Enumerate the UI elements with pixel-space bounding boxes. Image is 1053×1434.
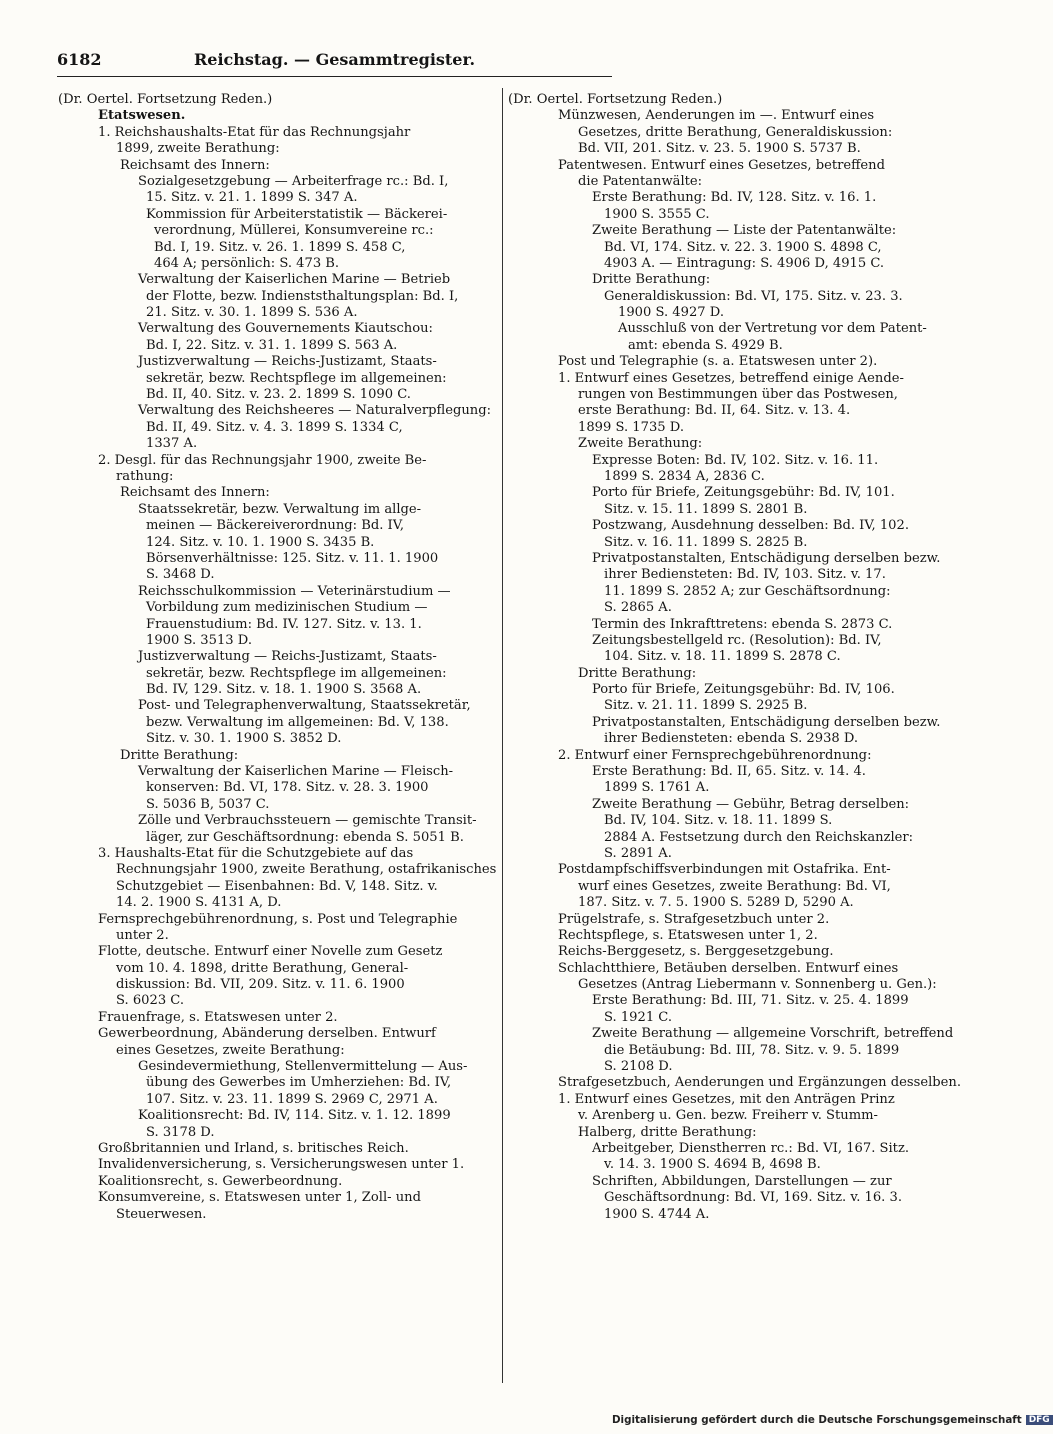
index-line: Schriften, Abbildungen, Darstellungen — zur [592,1173,892,1189]
index-line: Bd. II, 40. Sitz. v. 23. 2. 1899 S. 1090 C. [146,387,411,403]
index-line: Arbeitgeber, Dienstherren rc.: Bd. VI, 167. Sitz. [592,1141,909,1156]
index-line: Großbritannien und Irland, s. britisches Reich. [98,1141,409,1156]
index-line: Halberg, dritte Berathung: [578,1124,757,1140]
index-line: 3. Haushalts-Etat für die Schutzgebiete auf das [98,845,414,861]
index-line: Dritte Berathung: [578,665,697,681]
index-line: Reichs-Berggesetz, s. Berggesetzgebung. [558,944,834,960]
footer-credit [612,1414,1050,1428]
page-number: 6182 [57,50,102,69]
index-line: Etatswesen. [98,108,186,124]
index-line: Post und Telegraphie (s. a. Etatswesen unter 2). [558,354,878,370]
index-line: 1900 S. 3513 D. [146,632,252,648]
index-line: amt: ebenda S. 4929 B. [628,337,783,353]
index-line: 2884 A. Festsetzung durch den Reichskanzler: [604,829,914,845]
index-line: 2. Entwurf einer Fernsprechgebührenordnung: [558,747,872,763]
index-line: 2. Desgl. für das Rechnungsjahr 1900, zweite Be- [98,452,427,468]
index-line: erste Berathung: Bd. II, 64. Sitz. v. 13. 4. [578,403,851,419]
index-line: 1. Entwurf eines Gesetzes, mit den Anträgen Prinz [558,1091,895,1107]
index-line: Verwaltung der Kaiserlichen Marine — Fleisch- [138,764,454,780]
index-line: 187. Sitz. v. 7. 5. 1900 S. 5289 D, 5290 A. [578,895,854,911]
index-line: S. 2108 D. [604,1059,673,1075]
index-line: Rechnungsjahr 1900, zweite Berathung, ostafrikanisches [116,862,497,878]
index-line: Vorbildung zum medizinischen Studium — [146,600,428,616]
index-line: (Dr. Oertel. Fortsetzung Reden.) [58,92,273,107]
index-line: Zölle und Verbrauchssteuern — gemischte Transit- [138,813,477,829]
index-line: v. Arenberg u. Gen. bezw. Freiherr v. Stumm- [578,1108,878,1124]
index-line: Bd. VII, 201. Sitz. v. 23. 5. 1900 S. 5737 B. [578,141,861,157]
index-line: 1. Reichshaushalts-Etat für das Rechnungsjahr [98,124,411,140]
index-line: Termin des Inkrafttretens: ebenda S. 2873 C. [592,616,893,632]
index-line: Justizverwaltung — Reichs-Justizamt, Staats- [138,354,437,370]
index-line: der Flotte, bezw. Indienststhaltungsplan: Bd. I, [146,288,459,304]
index-line: Verwaltung der Kaiserlichen Marine — Betrieb [138,272,451,288]
index-line: Konsumvereine, s. Etatswesen unter 1, Zoll- und [98,1190,421,1206]
index-line: Flotte, deutsche. Entwurf einer Novelle zum Gesetz [98,944,443,960]
index-line: Postzwang, Ausdehnung desselben: Bd. IV, 102. [592,518,909,534]
index-line: S. 2865 A. [604,600,672,616]
index-line: Zweite Berathung: [578,436,703,452]
index-line: konserven: Bd. VI, 178. Sitz. v. 28. 3. 1900 [146,780,429,796]
index-line: Zeitungsbestellgeld rc. (Resolution): Bd. IV, [592,632,882,648]
index-line: Reichsschulkommission — Veterinärstudium — [138,583,451,599]
index-line: Dritte Berathung: [592,272,711,288]
index-line: v. 14. 3. 1900 S. 4694 B, 4698 B. [604,1157,821,1173]
index-line: 1899 S. 1735 D. [578,419,684,435]
index-line: 14. 2. 1900 S. 4131 A, D. [116,895,282,911]
index-line: Porto für Briefe, Zeitungsgebühr: Bd. IV, 106. [592,682,895,698]
index-line: Verwaltung des Reichsheeres — Naturalverpflegung: [138,403,492,419]
index-line: S. 3468 D. [146,567,215,583]
index-line: 1899 S. 2834 A, 2836 C. [604,468,765,484]
index-line: Dritte Berathung: [120,747,239,763]
index-line: 107. Sitz. v. 23. 11. 1899 S. 2969 C, 2971 A. [146,1091,438,1107]
index-line: Privatpostanstalten, Entschädigung derselben bezw. [592,550,941,566]
index-line: Ausschluß von der Vertretung vor dem Patent- [618,321,927,337]
index-line: Frauenstudium: Bd. IV. 127. Sitz. v. 13. 1. [146,616,422,632]
right-column [508,92,961,1223]
index-line: 1337 A. [146,436,198,452]
index-line: Geschäftsordnung: Bd. VI, 169. Sitz. v. 16. 3. [604,1190,902,1206]
index-line: 21. Sitz. v. 30. 1. 1899 S. 536 A. [146,305,358,321]
index-line: Börsenverhältnisse: 125. Sitz. v. 11. 1. 1900 [146,550,439,566]
index-line: 15. Sitz. v. 21. 1. 1899 S. 347 A. [146,190,358,206]
index-line: Sitz. v. 21. 11. 1899 S. 2925 B. [604,698,808,714]
index-line: S. 5036 B, 5037 C. [146,796,270,812]
index-line: Bd. IV, 104. Sitz. v. 18. 11. 1899 S. [604,813,833,829]
index-line: Prügelstrafe, s. Strafgesetzbuch unter 2. [558,911,830,927]
column-divider [502,88,503,1383]
footer-text: Digitalisierung gefördert durch die Deutsche Forschungsgemeinschaft [612,1414,1022,1426]
index-line: Bd. I, 19. Sitz. v. 26. 1. 1899 S. 458 C, [154,239,406,255]
index-line: Reichsamt des Innern: [120,157,270,173]
index-line: 1899 S. 1761 A. [604,780,710,796]
index-line: eines Gesetzes, zweite Berathung: [116,1042,345,1058]
dfg-logo: DFG [1026,1415,1053,1425]
index-line: Fernsprechgebührenordnung, s. Post und Telegraphie [98,911,458,927]
index-line: Gesetzes (Antrag Liebermann v. Sonnenberg u. Gen.): [578,977,937,993]
index-line: Bd. VI, 174. Sitz. v. 22. 3. 1900 S. 4898 C, [604,239,882,255]
index-line: S. 2891 A. [604,845,672,861]
index-line: Kommission für Arbeiterstatistik — Bäckerei- [146,206,448,222]
index-line: Strafgesetzbuch, Aenderungen und Ergänzungen desselben. [558,1075,961,1091]
index-line: übung des Gewerbes im Umherziehen: Bd. IV, [146,1075,452,1091]
index-line: Bd. IV, 129. Sitz. v. 18. 1. 1900 S. 3568 A. [146,682,422,698]
index-line: meinen — Bäckereiverordnung: Bd. IV, [146,518,405,534]
index-line: Porto für Briefe, Zeitungsgebühr: Bd. IV, 101. [592,485,895,501]
index-line: rathung: [116,468,174,484]
index-line: unter 2. [116,927,169,943]
index-line: Generaldiskussion: Bd. VI, 175. Sitz. v. 23. 3. [604,288,903,304]
index-line: 124. Sitz. v. 10. 1. 1900 S. 3435 B. [146,534,375,550]
index-line: 1. Entwurf eines Gesetzes, betreffend einige Aende- [558,370,904,386]
index-line: Gewerbeordnung, Abänderung derselben. Entwurf [98,1026,436,1042]
index-line: vom 10. 4. 1898, dritte Berathung, General- [116,960,409,976]
index-line: sekretär, bezw. Rechtspflege im allgemeinen: [146,665,447,681]
index-line: 104. Sitz. v. 18. 11. 1899 S. 2878 C. [604,649,841,665]
index-line: die Betäubung: Bd. III, 78. Sitz. v. 9. 5. 1899 [604,1042,900,1058]
index-line: Sozialgesetzgebung — Arbeiterfrage rc.: Bd. I, [138,173,449,189]
index-line: Zweite Berathung — Gebühr, Betrag derselben: [592,796,910,812]
index-line: ihrer Bediensteten: Bd. IV, 103. Sitz. v. 17. [604,567,886,583]
index-line: S. 3178 D. [146,1124,215,1140]
index-line: S. 6023 C. [116,993,185,1009]
index-line: sekretär, bezw. Rechtspflege im allgemeinen: [146,370,447,386]
index-line: Zweite Berathung — allgemeine Vorschrift, betreffend [592,1026,954,1042]
index-line: Erste Berathung: Bd. II, 65. Sitz. v. 14. 4. [592,764,866,780]
page-header [57,50,612,77]
index-line: Patentwesen. Entwurf eines Gesetzes, betreffend [558,157,885,173]
index-line: Steuerwesen. [116,1206,207,1222]
index-line: verordnung, Müllerei, Konsumvereine rc.: [154,223,434,239]
index-line: Münzwesen, Aenderungen im —. Entwurf eines [558,108,875,124]
index-line: Expresse Boten: Bd. IV, 102. Sitz. v. 16. 11. [592,452,879,468]
index-line: Sitz. v. 16. 11. 1899 S. 2825 B. [604,534,808,550]
index-line: Frauenfrage, s. Etatswesen unter 2. [98,1009,338,1025]
index-line: 4903 A. — Eintragung: S. 4906 D, 4915 C. [604,255,885,271]
index-line: Justizverwaltung — Reichs-Justizamt, Staats- [138,649,437,665]
index-line: die Patentanwälte: [578,173,703,189]
index-line: ihrer Bediensteten: ebenda S. 2938 D. [604,731,859,747]
index-line: Sitz. v. 30. 1. 1900 S. 3852 D. [146,731,342,747]
index-line: Bd. I, 22. Sitz. v. 31. 1. 1899 S. 563 A. [146,337,398,353]
index-line: Post- und Telegraphenverwaltung, Staatssekretär, [138,698,471,714]
left-column [58,92,498,1223]
index-line: Koalitionsrecht: Bd. IV, 114. Sitz. v. 1. 12. 1899 [138,1108,451,1124]
index-line: Invalidenversicherung, s. Versicherungswesen unter 1. [98,1157,465,1173]
index-line: Zweite Berathung — Liste der Patentanwälte: [592,223,897,239]
index-line: Schlachtthiere, Betäuben derselben. Entwurf eines [558,960,899,976]
index-line: 464 A; persönlich: S. 473 B. [154,255,340,271]
index-line: Erste Berathung: Bd. III, 71. Sitz. v. 25. 4. 1899 [592,993,909,1009]
index-line: rungen von Bestimmungen über das Postwesen, [578,387,898,403]
index-line: Schutzgebiet — Eisenbahnen: Bd. V, 148. Sitz. v. [116,878,438,894]
index-line: S. 1921 C. [604,1009,673,1025]
index-line: 11. 1899 S. 2852 A; zur Geschäftsordnung: [604,583,891,599]
index-line: Reichsamt des Innern: [120,485,270,501]
index-line: Rechtspflege, s. Etatswesen unter 1, 2. [558,927,818,943]
index-line: Postdampfschiffsverbindungen mit Ostafrika. Ent- [558,862,891,878]
index-line: Privatpostanstalten, Entschädigung derselben bezw. [592,714,941,730]
index-line: Gesetzes, dritte Berathung, Generaldiskussion: [578,124,893,140]
index-line: Staatssekretär, bezw. Verwaltung im allge- [138,501,422,517]
index-line: bezw. Verwaltung im allgemeinen: Bd. V, 138. [146,714,449,730]
index-line: wurf eines Gesetzes, zweite Berathung: Bd. VI, [578,878,891,894]
index-line: Gesindevermiethung, Stellenvermittelung — Aus- [138,1059,468,1075]
index-line: 1900 S. 4927 D. [618,305,724,321]
index-line: diskussion: Bd. VII, 209. Sitz. v. 11. 6. 1900 [116,977,405,993]
index-line: Verwaltung des Gouvernements Kiautschou: [138,321,433,337]
index-line: 1899, zweite Berathung: [116,141,280,157]
index-line: Erste Berathung: Bd. IV, 128. Sitz. v. 16. 1. [592,190,877,206]
running-title: Reichstag. — Gesammtregister. [193,50,476,69]
index-line: 1900 S. 4744 A. [604,1206,710,1222]
index-line: Koalitionsrecht, s. Gewerbeordnung. [98,1173,343,1189]
index-line: Sitz. v. 15. 11. 1899 S. 2801 B. [604,501,808,517]
index-line: läger, zur Geschäftsordnung: ebenda S. 5051 B. [146,829,464,845]
index-line: Bd. II, 49. Sitz. v. 4. 3. 1899 S. 1334 C, [146,419,403,435]
index-line: (Dr. Oertel. Fortsetzung Reden.) [508,92,723,107]
index-line: 1900 S. 3555 C. [604,206,710,222]
